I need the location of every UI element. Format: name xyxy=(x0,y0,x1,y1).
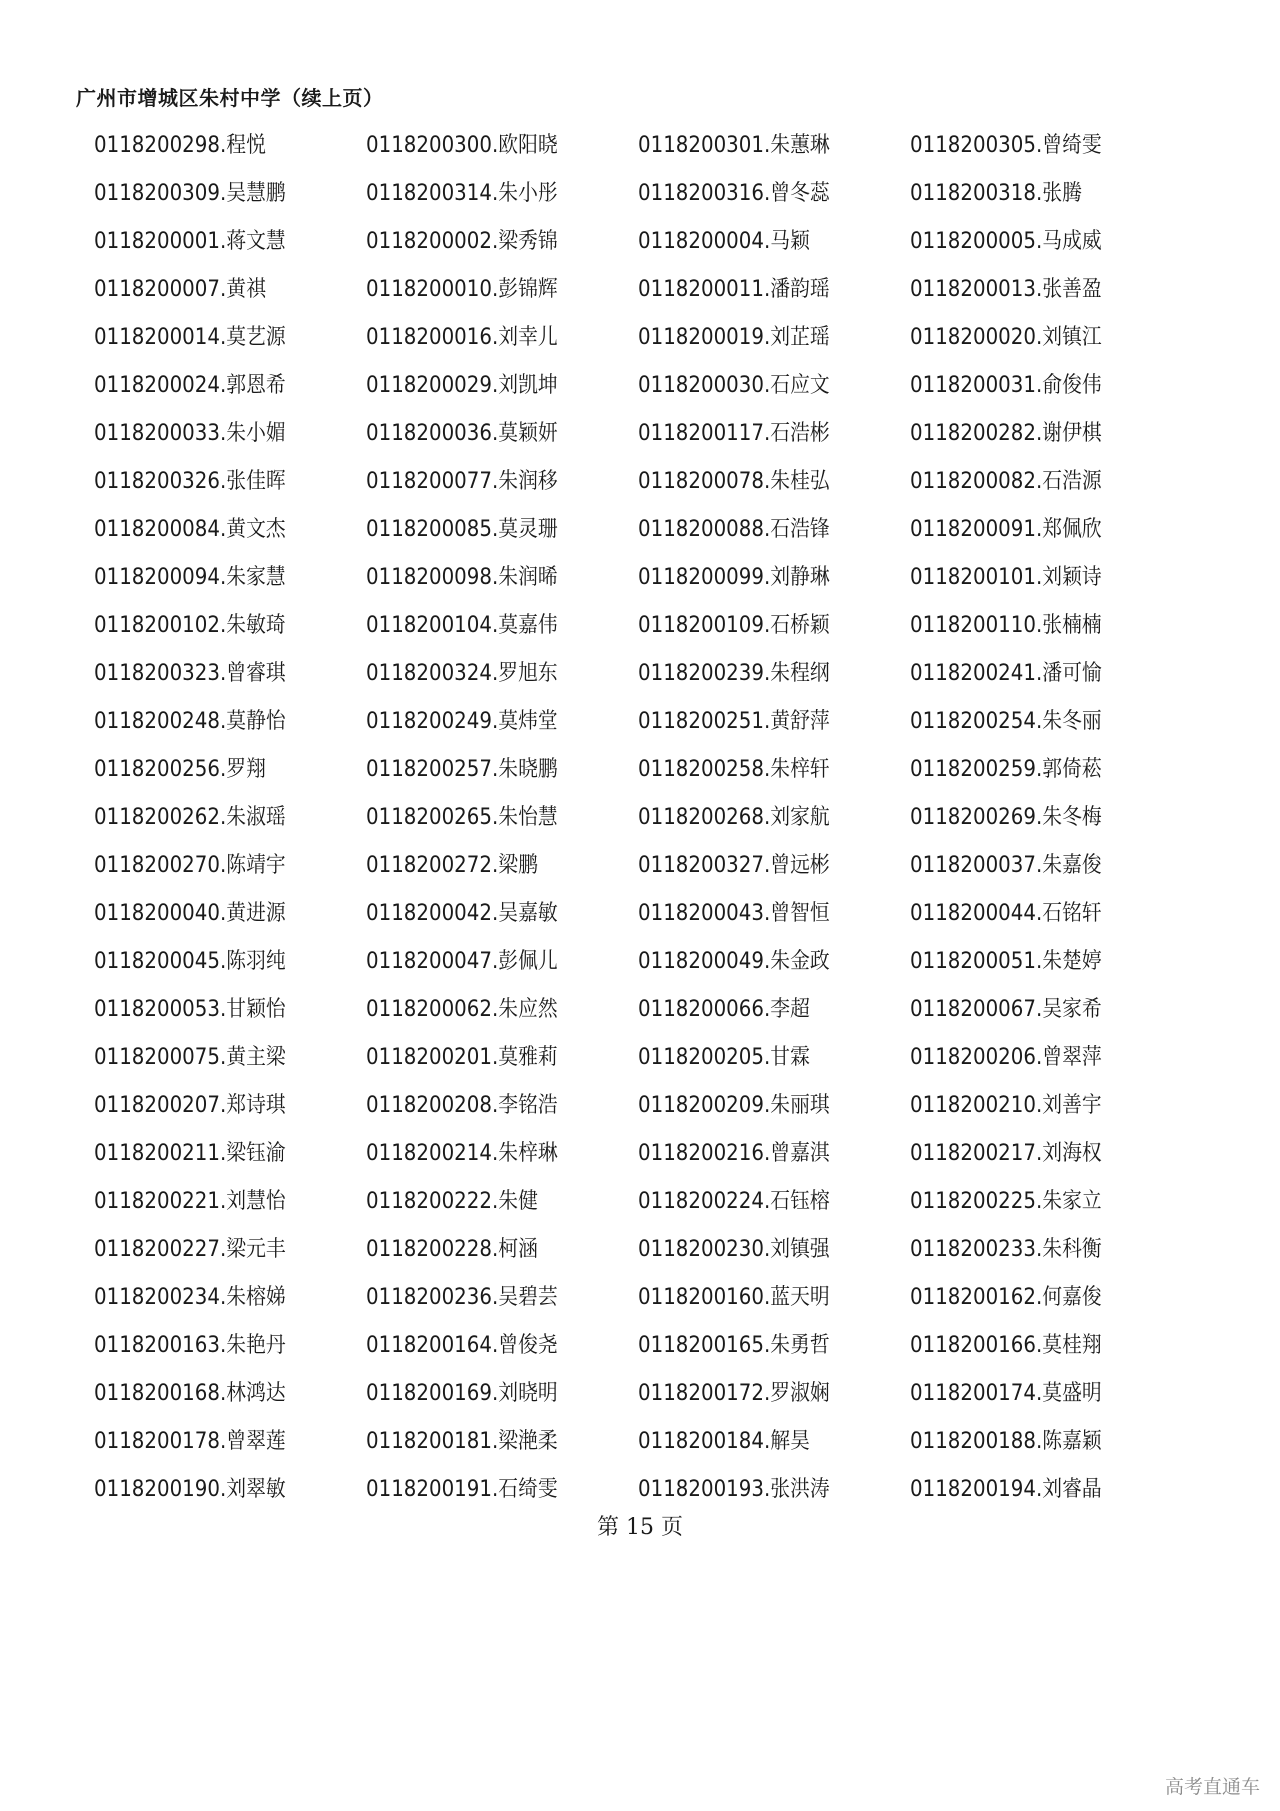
list-item: 0118200326.张佳晖 xyxy=(94,469,286,494)
page-number: 第 15 页 xyxy=(597,1515,683,1540)
list-item: 0118200318.张腾 xyxy=(910,181,1082,206)
list-item: 0118200044.石铭轩 xyxy=(910,901,1102,926)
list-item: 0118200091.郑佩欣 xyxy=(910,517,1102,542)
list-item: 0118200228.柯涵 xyxy=(366,1237,538,1262)
list-item: 0118200007.黄祺 xyxy=(94,277,266,302)
list-item: 0118200191.石绮雯 xyxy=(366,1477,558,1502)
list-item: 0118200051.朱楚婷 xyxy=(910,949,1102,974)
list-item: 0118200013.张善盈 xyxy=(910,277,1102,302)
list-item: 0118200205.甘霖 xyxy=(638,1045,810,1070)
list-item: 0118200102.朱敏琦 xyxy=(94,613,286,638)
list-item: 0118200062.朱应然 xyxy=(366,997,558,1022)
list-item: 0118200101.刘颖诗 xyxy=(910,565,1102,590)
list-item: 0118200221.刘慧怡 xyxy=(94,1189,286,1214)
list-item: 0118200094.朱家慧 xyxy=(94,565,286,590)
list-item: 0118200259.郭倚菘 xyxy=(910,757,1102,782)
list-item: 0118200053.甘颖怡 xyxy=(94,997,286,1022)
list-item: 0118200084.黄文杰 xyxy=(94,517,286,542)
list-item: 0118200184.解昊 xyxy=(638,1429,810,1454)
list-item: 0118200309.吴慧鹏 xyxy=(94,181,286,206)
list-item: 0118200224.石钰榕 xyxy=(638,1189,830,1214)
list-item: 0118200258.朱梓轩 xyxy=(638,757,830,782)
list-item: 0118200233.朱科衡 xyxy=(910,1237,1102,1262)
list-item: 0118200047.彭佩儿 xyxy=(366,949,558,974)
list-item: 0118200209.朱丽琪 xyxy=(638,1093,830,1118)
list-item: 0118200014.莫艺源 xyxy=(94,325,286,350)
list-item: 0118200201.莫雅莉 xyxy=(366,1045,558,1070)
list-item: 0118200075.黄主梁 xyxy=(94,1045,286,1070)
list-item: 0118200265.朱怡慧 xyxy=(366,805,558,830)
list-item: 0118200066.李超 xyxy=(638,997,810,1022)
list-item: 0118200162.何嘉俊 xyxy=(910,1285,1102,1310)
list-item: 0118200216.曾嘉淇 xyxy=(638,1141,830,1166)
list-item: 0118200004.马颖 xyxy=(638,229,810,254)
list-item: 0118200324.罗旭东 xyxy=(366,661,558,686)
list-item: 0118200043.曾智恒 xyxy=(638,901,830,926)
list-item: 0118200033.朱小媚 xyxy=(94,421,286,446)
list-item: 0118200305.曾绮雯 xyxy=(910,133,1102,158)
list-item: 0118200110.张楠楠 xyxy=(910,613,1102,638)
list-item: 0118200172.罗淑娴 xyxy=(638,1381,830,1406)
list-item: 0118200168.林鸿达 xyxy=(94,1381,286,1406)
list-item: 0118200208.李铭浩 xyxy=(366,1093,558,1118)
list-item: 0118200262.朱淑瑶 xyxy=(94,805,286,830)
list-item: 0118200251.黄舒萍 xyxy=(638,709,830,734)
list-item: 0118200164.曾俊尧 xyxy=(366,1333,558,1358)
list-item: 0118200300.欧阳晓 xyxy=(366,133,558,158)
watermark-text: 高考直通车 xyxy=(1164,1776,1260,1798)
list-item: 0118200011.潘韵瑶 xyxy=(638,277,830,302)
list-item: 0118200316.曾冬蕊 xyxy=(638,181,830,206)
list-item: 0118200001.蒋文慧 xyxy=(94,229,286,254)
list-item: 0118200049.朱金政 xyxy=(638,949,830,974)
list-item: 0118200194.刘睿晶 xyxy=(910,1477,1102,1502)
list-item: 0118200165.朱勇哲 xyxy=(638,1333,830,1358)
list-item: 0118200236.吴碧芸 xyxy=(366,1285,558,1310)
list-item: 0118200222.朱健 xyxy=(366,1189,538,1214)
list-item: 0118200227.梁元丰 xyxy=(94,1237,286,1262)
list-item: 0118200256.罗翔 xyxy=(94,757,266,782)
list-item: 0118200037.朱嘉俊 xyxy=(910,853,1102,878)
list-item: 0118200249.莫炜堂 xyxy=(366,709,558,734)
entry-grid xyxy=(94,122,1204,1514)
list-item: 0118200268.刘家航 xyxy=(638,805,830,830)
list-item: 0118200257.朱晓鹏 xyxy=(366,757,558,782)
list-item: 0118200181.梁滟柔 xyxy=(366,1429,558,1454)
list-item: 0118200270.陈靖宇 xyxy=(94,853,286,878)
list-item: 0118200077.朱润移 xyxy=(366,469,558,494)
list-item: 0118200327.曾远彬 xyxy=(638,853,830,878)
list-item: 0118200024.郭恩希 xyxy=(94,373,286,398)
list-item: 0118200030.石应文 xyxy=(638,373,830,398)
list-item: 0118200217.刘海权 xyxy=(910,1141,1102,1166)
list-item: 0118200088.石浩锋 xyxy=(638,517,830,542)
list-item: 0118200234.朱榕娣 xyxy=(94,1285,286,1310)
list-item: 0118200239.朱程纲 xyxy=(638,661,830,686)
list-item: 0118200010.彭锦辉 xyxy=(366,277,558,302)
list-item: 0118200085.莫灵珊 xyxy=(366,517,558,542)
list-item: 0118200230.刘镇强 xyxy=(638,1237,830,1262)
list-item: 0118200019.刘芷瑶 xyxy=(638,325,830,350)
list-item: 0118200210.刘善宇 xyxy=(910,1093,1102,1118)
list-item: 0118200045.陈羽纯 xyxy=(94,949,286,974)
list-item: 0118200241.潘可愉 xyxy=(910,661,1102,686)
list-item: 0118200005.马成威 xyxy=(910,229,1102,254)
list-item: 0118200248.莫静怡 xyxy=(94,709,286,734)
list-item: 0118200016.刘幸儿 xyxy=(366,325,558,350)
list-item: 0118200206.曾翠萍 xyxy=(910,1045,1102,1070)
list-item: 0118200188.陈嘉颖 xyxy=(910,1429,1102,1454)
list-item: 0118200298.程悦 xyxy=(94,133,266,158)
list-item: 0118200067.吴家希 xyxy=(910,997,1102,1022)
list-item: 0118200078.朱桂弘 xyxy=(638,469,830,494)
list-item: 0118200040.黄进源 xyxy=(94,901,286,926)
list-item: 0118200314.朱小彤 xyxy=(366,181,558,206)
list-item: 0118200193.张洪涛 xyxy=(638,1477,830,1502)
list-item: 0118200269.朱冬梅 xyxy=(910,805,1102,830)
list-item: 0118200169.刘晓明 xyxy=(366,1381,558,1406)
list-item: 0118200099.刘静琳 xyxy=(638,565,830,590)
list-item: 0118200117.石浩彬 xyxy=(638,421,830,446)
list-item: 0118200020.刘镇江 xyxy=(910,325,1102,350)
list-item: 0118200178.曾翠莲 xyxy=(94,1429,286,1454)
list-item: 0118200036.莫颖妍 xyxy=(366,421,558,446)
list-item: 0118200163.朱艳丹 xyxy=(94,1333,286,1358)
list-item: 0118200082.石浩源 xyxy=(910,469,1102,494)
list-item: 0118200254.朱冬丽 xyxy=(910,709,1102,734)
list-item: 0118200214.朱梓琳 xyxy=(366,1141,558,1166)
list-item: 0118200029.刘凯坤 xyxy=(366,373,558,398)
list-item: 0118200174.莫盛明 xyxy=(910,1381,1102,1406)
list-item: 0118200323.曾睿琪 xyxy=(94,661,286,686)
list-item: 0118200160.蓝天明 xyxy=(638,1285,830,1310)
page-title: 广州市增城区朱村中学（续上页） xyxy=(76,86,384,110)
list-item: 0118200301.朱蕙琳 xyxy=(638,133,830,158)
list-item: 0118200207.郑诗琪 xyxy=(94,1093,286,1118)
list-item: 0118200031.俞俊伟 xyxy=(910,373,1102,398)
list-item: 0118200098.朱润晞 xyxy=(366,565,558,590)
list-item: 0118200109.石桥颖 xyxy=(638,613,830,638)
list-item: 0118200104.莫嘉伟 xyxy=(366,613,558,638)
list-item: 0118200211.梁钰渝 xyxy=(94,1141,286,1166)
list-item: 0118200272.梁鹏 xyxy=(366,853,538,878)
list-item: 0118200225.朱家立 xyxy=(910,1189,1102,1214)
list-item: 0118200282.谢伊棋 xyxy=(910,421,1102,446)
list-item: 0118200042.吴嘉敏 xyxy=(366,901,558,926)
list-item: 0118200002.梁秀锦 xyxy=(366,229,558,254)
list-item: 0118200190.刘翠敏 xyxy=(94,1477,286,1502)
list-item: 0118200166.莫桂翔 xyxy=(910,1333,1102,1358)
